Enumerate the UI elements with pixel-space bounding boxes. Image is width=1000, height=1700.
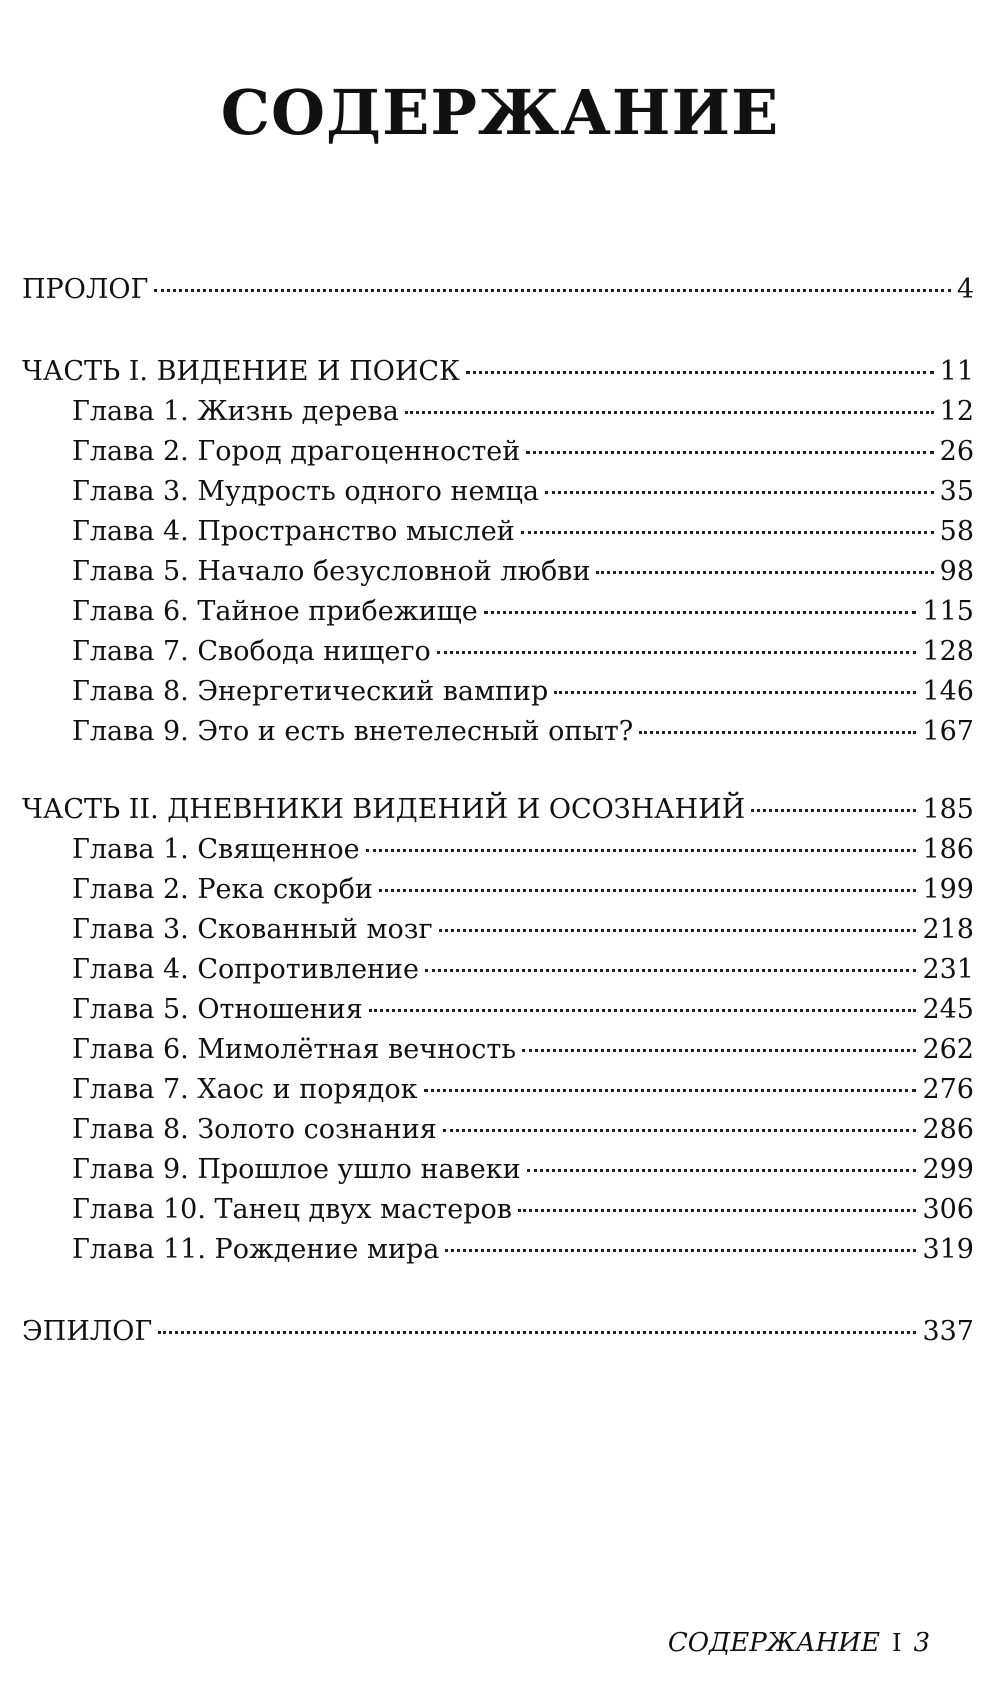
dot-leader <box>639 731 916 734</box>
toc-entry-label: ЭПИЛОГ <box>22 1316 153 1347</box>
toc-entry-label: Глава 4. Пространство мыслей <box>72 516 515 547</box>
dot-leader <box>526 451 933 454</box>
toc-entry-label: Глава 6. Мимолётная вечность <box>72 1034 517 1065</box>
toc-entry-page: 4 <box>956 274 974 305</box>
dot-leader <box>154 289 950 292</box>
toc-entry-chapter[interactable] <box>22 632 974 672</box>
toc-entry-label: Глава 9. Прошлое ушло навеки <box>72 1154 521 1185</box>
toc-entry-chapter[interactable] <box>22 672 974 712</box>
toc-entry-label: Глава 1. Жизнь дерева <box>72 396 399 427</box>
toc-entry-page: 26 <box>939 436 974 467</box>
toc-entry-chapter[interactable] <box>22 432 974 472</box>
dot-leader <box>425 969 916 972</box>
toc-entry-page: 299 <box>922 1154 974 1185</box>
dot-leader <box>518 1209 917 1212</box>
toc-entry-chapter[interactable] <box>22 592 974 632</box>
toc-entry-chapter[interactable] <box>22 1110 974 1150</box>
toc-entry-prologue[interactable] <box>22 270 974 310</box>
running-title: СОДЕРЖАНИЕ <box>667 1628 880 1658</box>
toc-entry-chapter[interactable] <box>22 392 974 432</box>
dot-leader <box>158 1331 916 1334</box>
toc-entry-label: Глава 7. Свобода нищего <box>72 636 431 667</box>
toc-entry-label: Глава 4. Сопротивление <box>72 954 420 985</box>
dot-leader <box>439 929 917 932</box>
dot-leader <box>443 1129 917 1132</box>
dot-leader <box>405 411 934 414</box>
toc-entry-page: 12 <box>939 396 974 427</box>
toc-entry-chapter[interactable] <box>22 472 974 512</box>
toc-entry-chapter[interactable] <box>22 910 974 950</box>
toc-entry-label: Глава 5. Начало безусловной любви <box>72 556 591 587</box>
toc-entry-part-1[interactable] <box>22 352 974 392</box>
toc-entry-page: 98 <box>939 556 974 587</box>
toc-entry-page: 319 <box>922 1234 974 1265</box>
toc-entry-epilogue[interactable] <box>22 1312 974 1352</box>
table-of-contents <box>22 270 974 1352</box>
toc-entry-page: 262 <box>922 1034 974 1065</box>
toc-entry-page: 218 <box>922 914 974 945</box>
toc-entry-label: Глава 1. Священное <box>72 834 360 865</box>
toc-entry-page: 286 <box>922 1114 974 1145</box>
dot-leader <box>445 1249 916 1252</box>
toc-entry-page: 146 <box>922 676 974 707</box>
toc-entry-page: 185 <box>922 794 974 825</box>
dot-leader <box>366 849 917 852</box>
toc-entry-page: 35 <box>939 476 974 507</box>
dot-leader <box>437 651 917 654</box>
toc-entry-page: 276 <box>922 1074 974 1105</box>
toc-entry-page: 58 <box>939 516 974 547</box>
toc-entry-label: Глава 8. Энергетический вампир <box>72 676 549 707</box>
footer-separator: I <box>891 1629 902 1657</box>
toc-entry-chapter[interactable] <box>22 1230 974 1270</box>
page-title: СОДЕРЖАНИЕ <box>220 76 780 149</box>
toc-entry-label: Глава 5. Отношения <box>72 994 363 1025</box>
toc-entry-page: 231 <box>922 954 974 985</box>
toc-entry-label: ЧАСТЬ I. ВИДЕНИЕ И ПОИСК <box>22 356 460 387</box>
page-footer <box>668 1628 930 1658</box>
dot-leader <box>522 1049 916 1052</box>
toc-entry-chapter[interactable] <box>22 512 974 552</box>
dot-leader <box>751 809 916 812</box>
toc-entry-label: Глава 2. Город драгоценностей <box>72 436 521 467</box>
toc-entry-chapter[interactable] <box>22 1070 974 1110</box>
toc-entry-label: Глава 6. Тайное прибежище <box>72 596 478 627</box>
toc-entry-chapter[interactable] <box>22 1150 974 1190</box>
toc-entry-label: Глава 8. Золото сознания <box>72 1114 437 1145</box>
dot-leader <box>527 1169 917 1172</box>
dot-leader <box>545 491 934 494</box>
toc-entry-label: Глава 9. Это и есть внетелесный опыт? <box>72 716 634 747</box>
toc-entry-page: 115 <box>922 596 974 627</box>
toc-entry-chapter[interactable] <box>22 950 974 990</box>
toc-entry-label: Глава 11. Рождение мира <box>72 1234 440 1265</box>
toc-entry-label: ЧАСТЬ II. ДНЕВНИКИ ВИДЕНИЙ И ОСОЗНАНИЙ <box>22 794 746 825</box>
dot-leader <box>596 571 933 574</box>
toc-entry-chapter[interactable] <box>22 870 974 910</box>
toc-entry-label: ПРОЛОГ <box>22 274 149 305</box>
toc-entry-chapter[interactable] <box>22 990 974 1030</box>
toc-entry-chapter[interactable] <box>22 1190 974 1230</box>
toc-entry-page: 11 <box>939 356 974 387</box>
toc-entry-page: 186 <box>922 834 974 865</box>
toc-entry-page: 128 <box>922 636 974 667</box>
toc-entry-chapter[interactable] <box>22 552 974 592</box>
dot-leader <box>379 889 917 892</box>
toc-entry-label: Глава 7. Хаос и порядок <box>72 1074 418 1105</box>
toc-entry-label: Глава 3. Мудрость одного немца <box>72 476 539 507</box>
toc-entry-page: 167 <box>922 716 974 747</box>
toc-entry-label: Глава 2. Река скорби <box>72 874 373 905</box>
dot-leader <box>521 531 934 534</box>
toc-entry-chapter[interactable] <box>22 830 974 870</box>
dot-leader <box>554 691 916 694</box>
toc-entry-label: Глава 3. Скованный мозг <box>72 914 433 945</box>
toc-entry-chapter[interactable] <box>22 712 974 752</box>
page-number: 3 <box>913 1628 930 1658</box>
toc-entry-page: 199 <box>922 874 974 905</box>
dot-leader <box>424 1089 917 1092</box>
toc-entry-page: 337 <box>922 1316 974 1347</box>
toc-entry-page: 245 <box>922 994 974 1025</box>
dot-leader <box>484 611 917 614</box>
toc-entry-page: 306 <box>922 1194 974 1225</box>
toc-entry-chapter[interactable] <box>22 1030 974 1070</box>
dot-leader <box>369 1009 917 1012</box>
toc-entry-part-2[interactable] <box>22 790 974 830</box>
dot-leader <box>466 371 934 374</box>
toc-entry-label: Глава 10. Танец двух мастеров <box>72 1194 512 1225</box>
